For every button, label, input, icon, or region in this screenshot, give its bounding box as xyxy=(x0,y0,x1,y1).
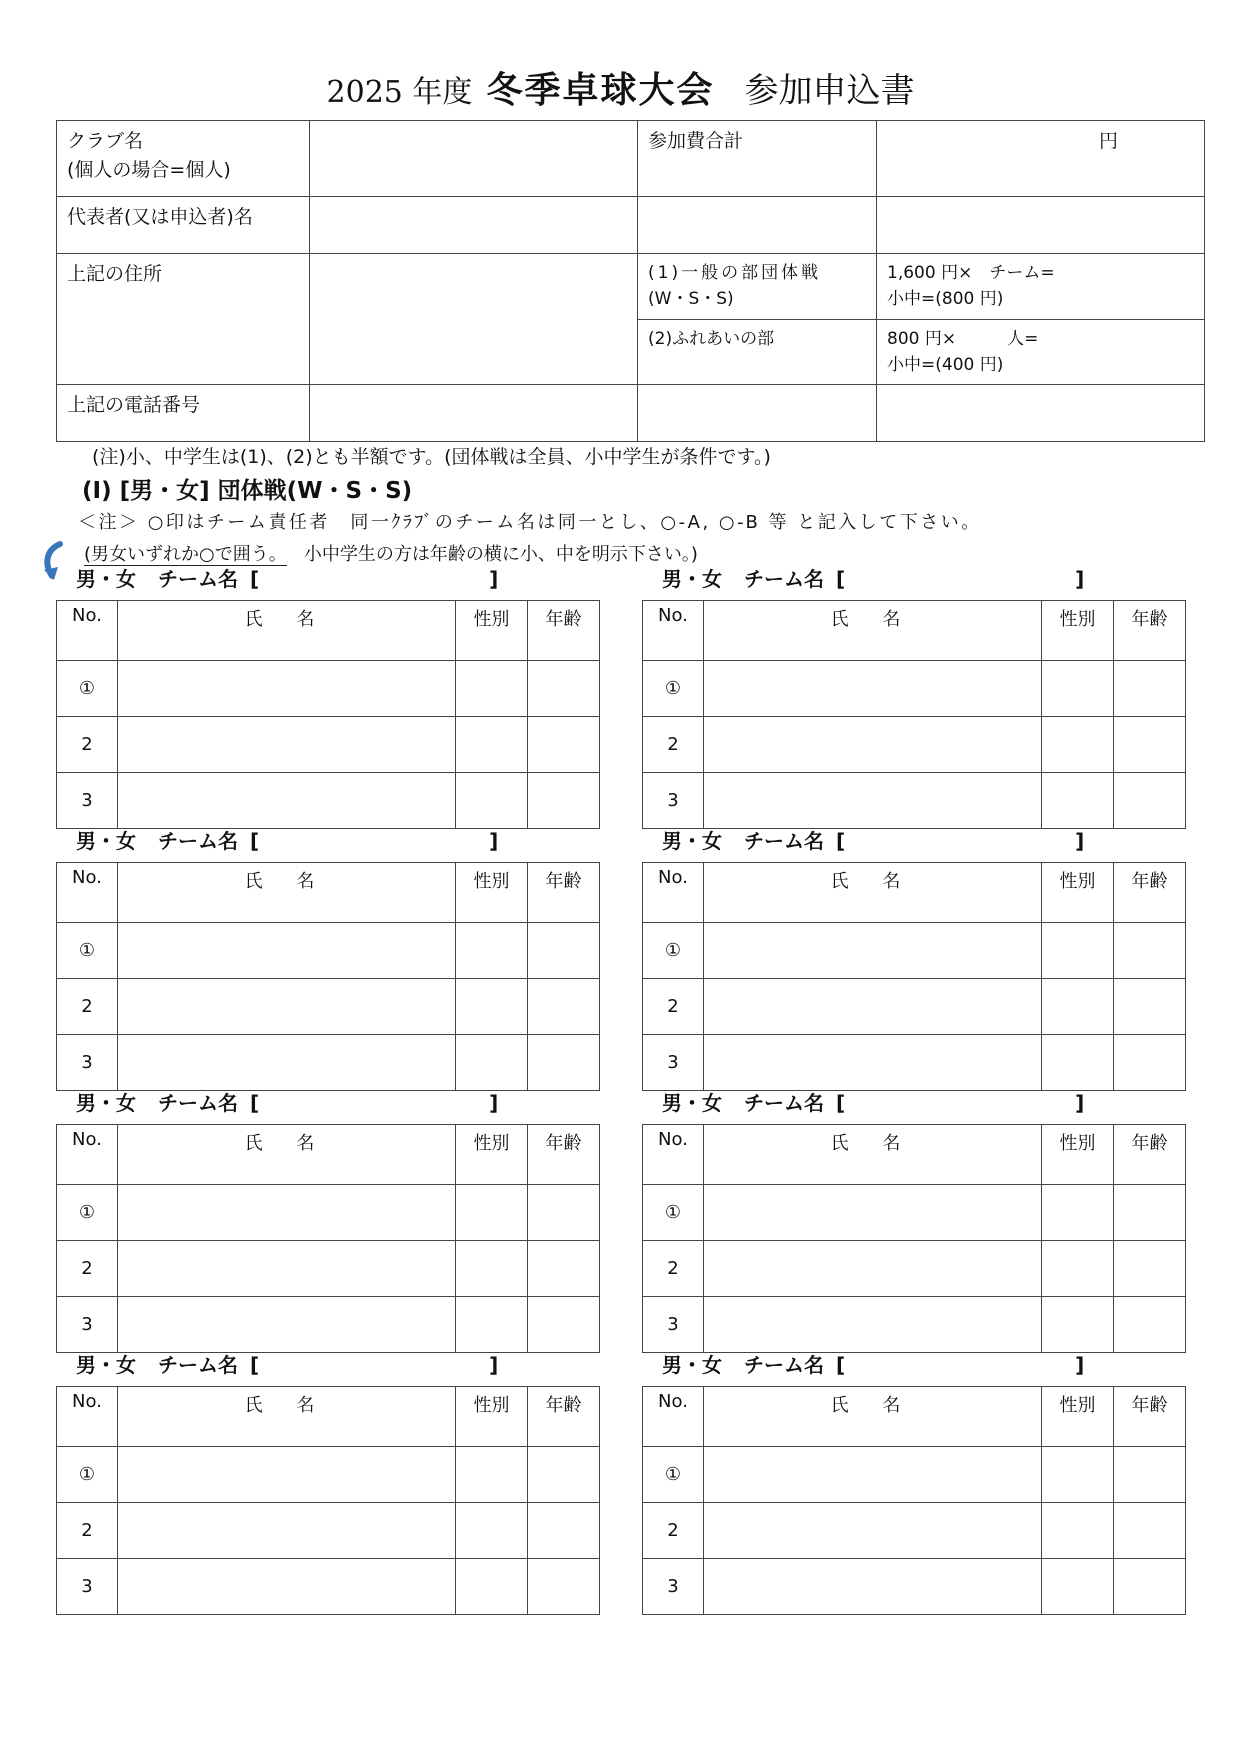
player-age-field[interactable] xyxy=(528,1503,600,1559)
bracket-close: ] xyxy=(1075,1353,1085,1377)
team-name-label: チーム名 xyxy=(158,1091,238,1115)
player-age-field[interactable] xyxy=(1114,1503,1186,1559)
division2-label: (2)ふれあいの部 xyxy=(638,319,877,385)
player-age-field[interactable] xyxy=(1114,1185,1186,1241)
team-name-label: チーム名 xyxy=(744,567,824,591)
row-number: ① xyxy=(57,1185,118,1241)
table-row xyxy=(57,1035,600,1091)
row-number: 3 xyxy=(643,1035,704,1091)
table-row xyxy=(57,1559,600,1615)
bracket-open: [ xyxy=(836,1353,846,1377)
player-gender-field[interactable] xyxy=(1042,1035,1114,1091)
col-gender-header: 性別 xyxy=(1042,863,1114,923)
col-gender-header: 性別 xyxy=(456,863,528,923)
row-number: 2 xyxy=(57,979,118,1035)
bracket-open: [ xyxy=(250,567,260,591)
player-age-field[interactable] xyxy=(1114,661,1186,717)
team-name-label: チーム名 xyxy=(158,829,238,853)
col-age-header: 年齢 xyxy=(528,1387,600,1447)
player-age-field[interactable] xyxy=(1114,979,1186,1035)
player-name-field[interactable] xyxy=(118,661,456,717)
player-gender-field[interactable] xyxy=(456,979,528,1035)
team-name-line[interactable] xyxy=(76,563,498,592)
player-name-field[interactable] xyxy=(704,923,1042,979)
table-row xyxy=(643,979,1186,1035)
player-gender-field[interactable] xyxy=(456,1035,528,1091)
player-name-field[interactable] xyxy=(704,1447,1042,1503)
player-age-field[interactable] xyxy=(528,1559,600,1615)
player-age-field[interactable] xyxy=(528,661,600,717)
player-age-field[interactable] xyxy=(1114,717,1186,773)
gender-select-label[interactable]: 男・女 xyxy=(76,1091,136,1115)
player-name-field[interactable] xyxy=(118,979,456,1035)
player-gender-field[interactable] xyxy=(456,1559,528,1615)
col-name-header: 氏 名 xyxy=(704,1387,1042,1447)
player-name-field[interactable] xyxy=(704,1503,1042,1559)
player-name-field[interactable] xyxy=(118,773,456,829)
player-gender-field[interactable] xyxy=(456,1297,528,1353)
address-label: 上記の住所 xyxy=(57,254,310,385)
team-roster-table xyxy=(642,600,1186,829)
row-number: ① xyxy=(643,923,704,979)
bracket-close: ] xyxy=(489,567,499,591)
gender-select-label[interactable]: 男・女 xyxy=(76,829,136,853)
row-number: ① xyxy=(57,1447,118,1503)
fee-total-field[interactable] xyxy=(877,121,1205,197)
player-gender-field[interactable] xyxy=(456,1447,528,1503)
team-name-line[interactable] xyxy=(76,1349,498,1378)
player-gender-field[interactable] xyxy=(1042,1185,1114,1241)
table-row xyxy=(57,1447,600,1503)
col-no-header: No. xyxy=(643,1125,704,1185)
player-age-field[interactable] xyxy=(1114,1035,1186,1091)
table-row xyxy=(643,717,1186,773)
player-gender-field[interactable] xyxy=(456,1241,528,1297)
player-name-field[interactable] xyxy=(704,1185,1042,1241)
division1-fee-line1: 1,600 円× チーム= xyxy=(887,263,1055,283)
team-roster-table xyxy=(642,1124,1186,1353)
fee-unit: 円 xyxy=(1098,130,1118,152)
club-name-label xyxy=(57,121,310,197)
col-no-header: No. xyxy=(57,863,118,923)
circle-gender-note: (男女いずれか○で囲う。 xyxy=(84,544,287,565)
player-gender-field[interactable] xyxy=(456,773,528,829)
table-row xyxy=(643,1503,1186,1559)
table-row xyxy=(643,923,1186,979)
table-row xyxy=(57,1185,600,1241)
gender-select-label[interactable]: 男・女 xyxy=(662,1091,722,1115)
player-age-field[interactable] xyxy=(1114,1447,1186,1503)
player-gender-field[interactable] xyxy=(1042,661,1114,717)
bracket-open: [ xyxy=(250,1091,260,1115)
table-row xyxy=(57,979,600,1035)
curved-arrow-icon xyxy=(40,540,66,582)
col-name-header: 氏 名 xyxy=(704,863,1042,923)
table-row xyxy=(57,773,600,829)
table-row xyxy=(643,1559,1186,1615)
row-number: 2 xyxy=(643,979,704,1035)
player-age-field[interactable] xyxy=(1114,1559,1186,1615)
col-age-header: 年齢 xyxy=(1114,863,1186,923)
col-name-header: 氏 名 xyxy=(704,601,1042,661)
col-gender-header: 性別 xyxy=(1042,1387,1114,1447)
row-number: ① xyxy=(57,661,118,717)
player-age-field[interactable] xyxy=(528,1447,600,1503)
row-number: 2 xyxy=(57,1503,118,1559)
bracket-open: [ xyxy=(836,567,846,591)
col-gender-header: 性別 xyxy=(456,1125,528,1185)
title-event: 冬季卓球大会 xyxy=(486,70,715,111)
col-age-header: 年齢 xyxy=(1114,1125,1186,1185)
team-name-label: チーム名 xyxy=(744,1353,824,1377)
col-no-header: No. xyxy=(57,1387,118,1447)
row-number: 3 xyxy=(643,1297,704,1353)
blank-cell xyxy=(877,385,1205,442)
player-name-field[interactable] xyxy=(118,1503,456,1559)
team-name-line[interactable] xyxy=(662,1087,1084,1116)
table-row xyxy=(57,1503,600,1559)
player-gender-field[interactable] xyxy=(1042,1297,1114,1353)
club-name-field[interactable] xyxy=(310,121,638,197)
table-row xyxy=(57,923,600,979)
row-number: ① xyxy=(643,661,704,717)
team-name-line[interactable] xyxy=(76,1087,498,1116)
row-number: 3 xyxy=(57,1297,118,1353)
row-number: ① xyxy=(57,923,118,979)
division1-label-line2: (W・S・S) xyxy=(648,289,734,310)
player-gender-field[interactable] xyxy=(456,1503,528,1559)
address-field[interactable] xyxy=(310,254,638,385)
row-number: 2 xyxy=(57,1241,118,1297)
col-name-header: 氏 名 xyxy=(118,1125,456,1185)
player-name-field[interactable] xyxy=(118,1559,456,1615)
bracket-close: ] xyxy=(1075,567,1085,591)
page-title xyxy=(0,62,1241,113)
col-age-header: 年齢 xyxy=(1114,601,1186,661)
table-row xyxy=(643,1185,1186,1241)
player-name-field[interactable] xyxy=(118,923,456,979)
table-row xyxy=(57,1241,600,1297)
player-age-field[interactable] xyxy=(1114,1241,1186,1297)
bracket-open: [ xyxy=(836,1091,846,1115)
player-name-field[interactable] xyxy=(118,1241,456,1297)
row-number: 3 xyxy=(57,1559,118,1615)
bracket-close: ] xyxy=(489,1353,499,1377)
player-age-field[interactable] xyxy=(528,1185,600,1241)
col-age-header: 年齢 xyxy=(528,863,600,923)
col-age-header: 年齢 xyxy=(528,1125,600,1185)
col-age-header: 年齢 xyxy=(1114,1387,1186,1447)
team-name-label: チーム名 xyxy=(158,1353,238,1377)
bracket-open: [ xyxy=(250,829,260,853)
player-name-field[interactable] xyxy=(704,661,1042,717)
col-no-header: No. xyxy=(643,1387,704,1447)
bracket-close: ] xyxy=(1075,1091,1085,1115)
team-roster-table xyxy=(642,862,1186,1091)
player-age-field[interactable] xyxy=(528,1035,600,1091)
club-label-line1: クラブ名 xyxy=(67,130,144,152)
row-number: 2 xyxy=(643,717,704,773)
table-row xyxy=(643,1297,1186,1353)
phone-field[interactable] xyxy=(310,385,638,442)
team-name-line[interactable] xyxy=(662,825,1084,854)
col-gender-header: 性別 xyxy=(456,1387,528,1447)
player-age-field[interactable] xyxy=(528,717,600,773)
player-age-field[interactable] xyxy=(1114,1297,1186,1353)
gender-select-label[interactable]: 男・女 xyxy=(662,1353,722,1377)
col-gender-header: 性別 xyxy=(1042,1125,1114,1185)
row-number: 3 xyxy=(643,773,704,829)
applicant-info-table xyxy=(56,120,1205,442)
player-age-field[interactable] xyxy=(528,923,600,979)
player-gender-field[interactable] xyxy=(1042,1559,1114,1615)
col-name-header: 氏 名 xyxy=(118,601,456,661)
gender-select-label[interactable]: 男・女 xyxy=(76,1353,136,1377)
team-name-line[interactable] xyxy=(76,825,498,854)
team-roster-table xyxy=(56,862,600,1091)
team-name-label: チーム名 xyxy=(158,567,238,591)
team-roster-table xyxy=(56,600,600,829)
player-gender-field[interactable] xyxy=(1042,1241,1114,1297)
row-number: ① xyxy=(643,1447,704,1503)
section-heading: (Ⅰ) [男・女] 団体戦(W・S・S) xyxy=(82,478,413,504)
bracket-close: ] xyxy=(489,829,499,853)
player-age-field[interactable] xyxy=(528,1297,600,1353)
player-gender-field[interactable] xyxy=(456,923,528,979)
table-row xyxy=(643,1035,1186,1091)
fee-total-label: 参加費合計 xyxy=(638,121,877,197)
player-name-field[interactable] xyxy=(118,717,456,773)
player-gender-field[interactable] xyxy=(1042,773,1114,829)
col-no-header: No. xyxy=(57,1125,118,1185)
player-name-field[interactable] xyxy=(704,979,1042,1035)
table-row xyxy=(57,1297,600,1353)
table-row xyxy=(643,1447,1186,1503)
team-name-label: チーム名 xyxy=(744,829,824,853)
table-row xyxy=(643,661,1186,717)
player-gender-field[interactable] xyxy=(1042,717,1114,773)
col-name-header: 氏 名 xyxy=(118,1387,456,1447)
col-name-header: 氏 名 xyxy=(704,1125,1042,1185)
player-name-field[interactable] xyxy=(704,717,1042,773)
table-row xyxy=(57,717,600,773)
title-year: 2025 年度 xyxy=(326,75,473,110)
player-gender-field[interactable] xyxy=(1042,979,1114,1035)
division1-fee-field[interactable] xyxy=(877,254,1205,320)
col-no-header: No. xyxy=(643,601,704,661)
row-number: 3 xyxy=(643,1559,704,1615)
player-gender-field[interactable] xyxy=(1042,1447,1114,1503)
blank-cell xyxy=(638,385,877,442)
row-number: 2 xyxy=(643,1503,704,1559)
division1-fee-line2: 小中=(800 円) xyxy=(887,289,1004,310)
col-no-header: No. xyxy=(57,601,118,661)
player-gender-field[interactable] xyxy=(456,1185,528,1241)
division2-fee-field[interactable] xyxy=(877,319,1205,385)
gender-select-label[interactable]: 男・女 xyxy=(662,829,722,853)
col-gender-header: 性別 xyxy=(456,601,528,661)
division1-label-line1: (1)一般の部団体戦 xyxy=(648,263,822,283)
captain-note: ＜注＞ ○印はチーム責任者 同一ｸﾗﾌﾞのチーム名は同一とし、○-A, ○-B 等 と記入して下さい。 xyxy=(78,512,982,533)
player-name-field[interactable] xyxy=(118,1035,456,1091)
table-row xyxy=(57,661,600,717)
club-label-line2: (個人の場合=個人) xyxy=(67,159,231,182)
team-name-label: チーム名 xyxy=(744,1091,824,1115)
bracket-open: [ xyxy=(250,1353,260,1377)
division1-label xyxy=(638,254,877,320)
player-name-field[interactable] xyxy=(704,773,1042,829)
player-name-field[interactable] xyxy=(704,1241,1042,1297)
player-gender-field[interactable] xyxy=(456,661,528,717)
title-application: 参加申込書 xyxy=(744,71,915,111)
player-name-field[interactable] xyxy=(118,1447,456,1503)
player-name-field[interactable] xyxy=(118,1297,456,1353)
col-no-header: No. xyxy=(643,863,704,923)
player-name-field[interactable] xyxy=(704,1559,1042,1615)
player-age-field[interactable] xyxy=(528,979,600,1035)
player-age-field[interactable] xyxy=(528,1241,600,1297)
blank-cell xyxy=(877,197,1205,254)
col-gender-header: 性別 xyxy=(1042,601,1114,661)
representative-label: 代表者(又は申込者)名 xyxy=(57,197,310,254)
table-row xyxy=(643,1241,1186,1297)
age-note: 小中学生の方は年齢の横に小、中を明示下さい。) xyxy=(303,544,698,565)
row-number: 2 xyxy=(57,717,118,773)
gender-select-label[interactable]: 男・女 xyxy=(76,567,136,591)
player-name-field[interactable] xyxy=(118,1185,456,1241)
phone-label: 上記の電話番号 xyxy=(57,385,310,442)
player-age-field[interactable] xyxy=(528,773,600,829)
division2-fee-line2: 小中=(400 円) xyxy=(887,355,1004,376)
player-age-field[interactable] xyxy=(1114,923,1186,979)
player-gender-field[interactable] xyxy=(456,717,528,773)
team-name-line[interactable] xyxy=(662,1349,1084,1378)
player-name-field[interactable] xyxy=(704,1035,1042,1091)
bracket-close: ] xyxy=(1075,829,1085,853)
team-name-line[interactable] xyxy=(662,563,1084,592)
blank-cell xyxy=(638,197,877,254)
team-roster-table xyxy=(56,1386,600,1615)
gender-select-label[interactable]: 男・女 xyxy=(662,567,722,591)
division2-fee-line1: 800 円× 人= xyxy=(887,328,1039,349)
row-number: 3 xyxy=(57,773,118,829)
team-roster-table xyxy=(642,1386,1186,1615)
bracket-close: ] xyxy=(489,1091,499,1115)
half-price-note: (注)小、中学生は(1)、(2)とも半額です。(団体戦は全員、小中学生が条件です。) xyxy=(92,446,771,468)
table-row xyxy=(643,773,1186,829)
team-roster-table xyxy=(56,1124,600,1353)
representative-field[interactable] xyxy=(310,197,638,254)
player-gender-field[interactable] xyxy=(1042,1503,1114,1559)
player-age-field[interactable] xyxy=(1114,773,1186,829)
bracket-open: [ xyxy=(836,829,846,853)
col-age-header: 年齢 xyxy=(528,601,600,661)
player-gender-field[interactable] xyxy=(1042,923,1114,979)
row-number: 2 xyxy=(643,1241,704,1297)
player-name-field[interactable] xyxy=(704,1297,1042,1353)
row-number: 3 xyxy=(57,1035,118,1091)
col-name-header: 氏 名 xyxy=(118,863,456,923)
row-number: ① xyxy=(643,1185,704,1241)
